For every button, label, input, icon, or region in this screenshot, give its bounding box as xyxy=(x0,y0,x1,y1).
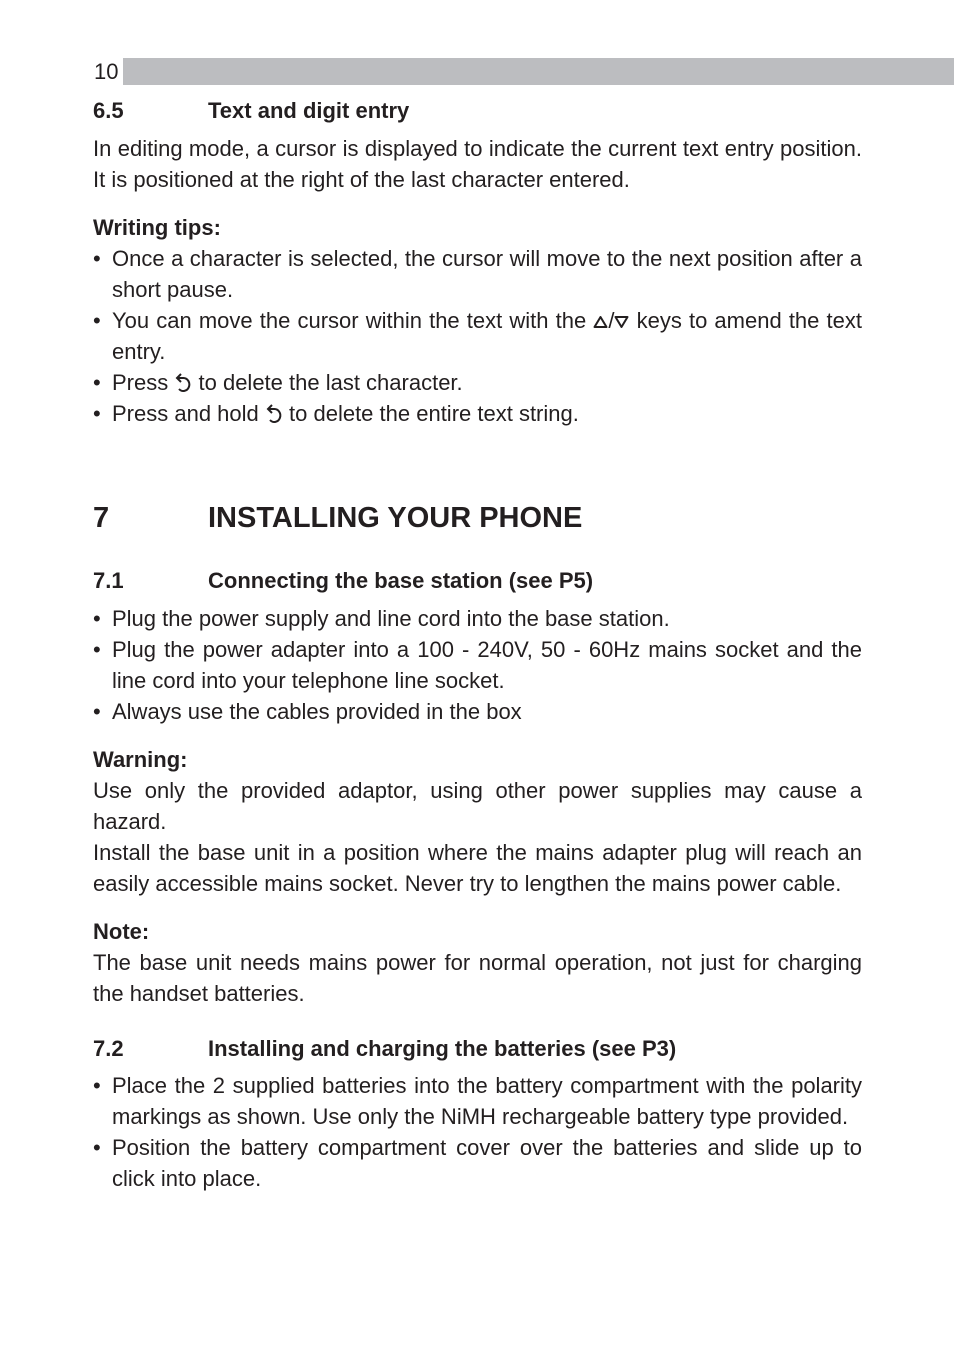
note-label: Note: xyxy=(93,919,150,944)
s65-intro: In editing mode, a cursor is displayed to indicate the current text entry position. It is positioned at the right of the last character entered. xyxy=(93,136,862,192)
s71-list xyxy=(93,603,862,727)
list-item: • Place the 2 supplied batteries into the battery compartment with the polarity markings as shown. Use only the NiMH rechargeable battery type provided. xyxy=(93,1070,862,1132)
chapter-number: 7 xyxy=(93,502,110,534)
tip-text: Once a character is selected, the cursor will move to the next position after a short pause. xyxy=(112,246,862,302)
section-heading-6-5 xyxy=(93,96,862,126)
s72-list xyxy=(93,1070,862,1194)
warning-label: Warning: xyxy=(93,747,188,772)
writing-tips-label: Writing tips: xyxy=(93,215,221,240)
tip-text: to delete the entire text string. xyxy=(289,401,579,426)
tip-text: Press xyxy=(112,370,169,395)
warning-text: Install the base unit in a position where the mains adapter plug will reach an easily accessible mains socket. Never try to lengthen the mains power cable. xyxy=(93,840,862,896)
section-heading-7-2 xyxy=(93,1034,862,1064)
section-title: Installing and charging the batteries (see P3) xyxy=(208,1036,677,1061)
tip-text: to delete the last character. xyxy=(198,370,463,395)
back-icon xyxy=(174,373,192,395)
list-item: • Plug the power supply and line cord into the base station. xyxy=(93,603,862,634)
tip-text: keys to amend the text entry. xyxy=(112,308,862,364)
warning-text: Use only the provided adaptor, using other power supplies may cause a hazard. xyxy=(93,778,862,834)
list-item: • You can move the cursor within the text with the / keys to amend the text entry. xyxy=(93,305,862,367)
writing-tips-list xyxy=(93,243,862,429)
section-number: 7.2 xyxy=(93,1036,124,1061)
page-number: 10 xyxy=(93,58,123,85)
list-item: • Always use the cables provided in the box xyxy=(93,696,862,727)
up-arrow-icon xyxy=(593,315,608,329)
chapter-title: INSTALLING YOUR PHONE xyxy=(208,502,583,534)
tip-text: Press and hold xyxy=(112,401,259,426)
note-text: The base unit needs mains power for normal operation, not just for charging the handset batteries. xyxy=(93,950,862,1006)
section-number: 6.5 xyxy=(93,98,124,123)
page-content xyxy=(93,96,862,1194)
list-item xyxy=(93,367,862,398)
page-header-bar xyxy=(93,58,954,85)
list-item xyxy=(93,243,862,305)
back-icon xyxy=(265,404,283,426)
list-item: • Plug the power adapter into a 100 - 240V, 50 - 60Hz mains socket and the line cord into your telephone line socket. xyxy=(93,634,862,696)
section-number: 7.1 xyxy=(93,568,124,593)
section-heading-7-1 xyxy=(93,566,862,596)
list-item xyxy=(93,398,862,429)
list-item: • Position the battery compartment cover over the batteries and slide up to click into place. xyxy=(93,1132,862,1194)
section-title: Connecting the base station (see P5) xyxy=(208,568,594,593)
tip-text: You can move the cursor within the text with the xyxy=(112,308,587,333)
chapter-heading-7 xyxy=(93,498,862,538)
section-title: Text and digit entry xyxy=(208,98,410,123)
down-arrow-icon xyxy=(614,315,629,329)
